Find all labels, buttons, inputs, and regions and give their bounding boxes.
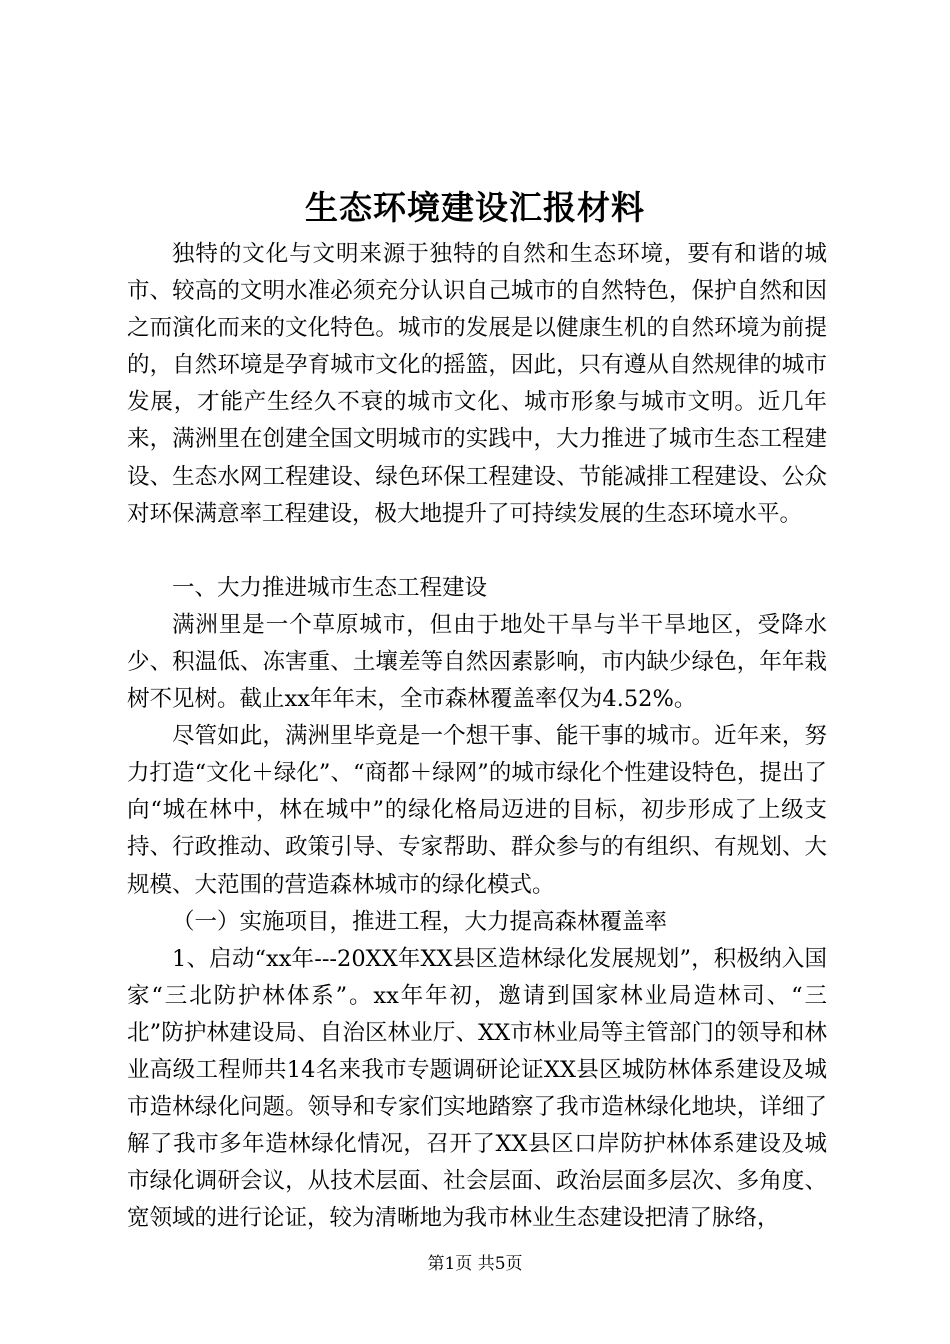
document-body	[127, 236, 827, 1237]
subsection-heading-1: （一）实施项目，推进工程，大力提高森林覆盖率	[172, 908, 668, 935]
paragraph-background: 满洲里是一个草原城市，但由于地处干旱与半干旱地区，受降水少、积温低、冻害重、土壤差等自然因素影响，市内缺少绿色，年年栽树不见树。截止xx年年末，全市森林覆盖率仅为4.52%。	[127, 611, 827, 713]
section-heading-1: 一、大力推进城市生态工程建设	[172, 574, 488, 601]
document-title: 生态环境建设汇报材料	[305, 188, 645, 227]
paragraph-intro: 独特的文化与文明来源于独特的自然和生态环境，要有和谐的城市、较高的文明水准必须充分认识自己城市的自然特色，保护自然和因之而演化而来的文化特色。城市的发展是以健康生机的自然环境为前提的，自然环境是孕育城市文化的摇篮，因此，只有遵从自然规律的城市发展，才能产生经久不衰的城市文化、城市形象与城市文明。近几年来，满洲里在创建全国文明城市的实践中，大力推进了城市生态工程建设、生态水网工程建设、绿色环保工程建设、节能减排工程建设、公众对环保满意率工程建设，极大地提升了可持续发展的生态环境水平。	[127, 241, 827, 527]
paragraph-efforts: 尽管如此，满洲里毕竟是一个想干事、能干事的城市。近年来，努力打造“文化＋绿化”、“商都＋绿网”的城市绿化个性建设特色，提出了向“城在林中，林在城中”的绿化格局迈进的目标，初步形成了上级支持、行政推动、政策引导、专家帮助、群众参与的有组织、有规划、大规模、大范围的营造森林城市的绿化模式。	[127, 723, 827, 898]
page-number-footer: 第1页 共5页	[427, 1254, 523, 1274]
paragraph-item-1: 1、启动“xx年---20XX年XX县区造林绿化发展规划”，积极纳入国家“三北防护林体系”。xx年年初，邀请到国家林业局造林司、“三北”防护林建设局、自治区林业厅、XX市林业局等主管部门的领导和林业高级工程师共14名来我市专题调研论证XX县区城防林体系建设及城市造林绿化问题。领导和专家们实地踏察了我市造林绿化地块，详细了解了我市多年造林绿化情况，召开了XX县区口岸防护林体系建设及城市绿化调研会议，从技术层面、社会层面、政治层面多层次、多角度、宽领域的进行论证，较为清晰地为我市林业生态建设把清了脉络，	[127, 945, 827, 1232]
